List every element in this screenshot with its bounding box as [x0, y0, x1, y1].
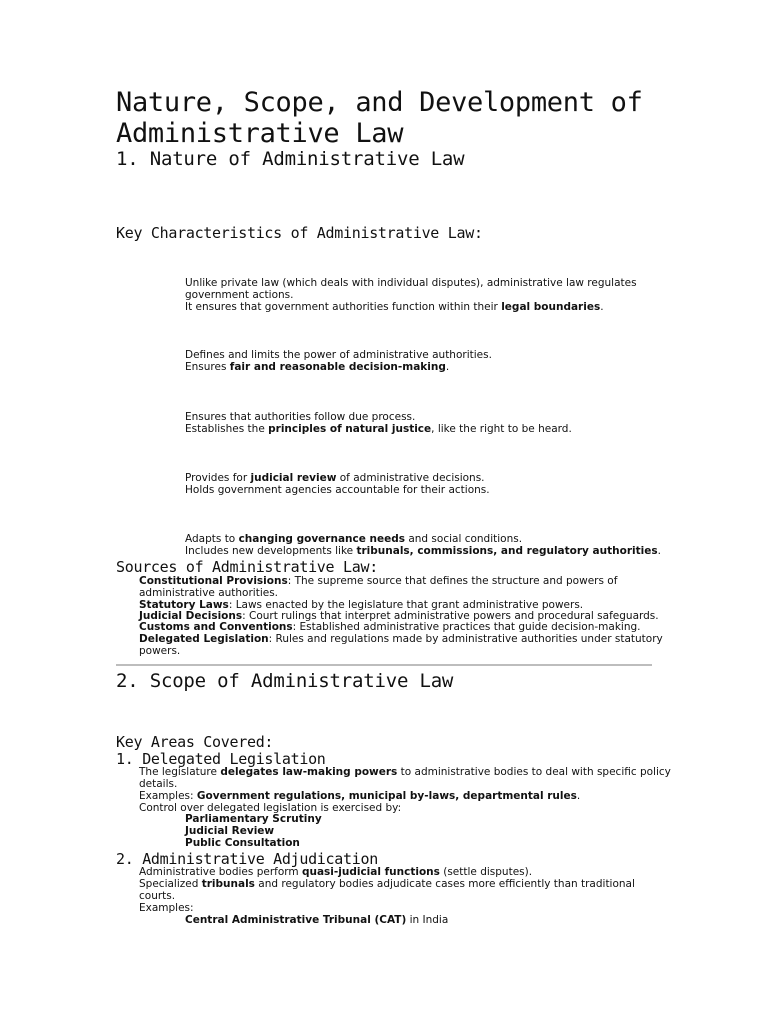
adjudication-line-1: Administrative bodies perform quasi-judicial functions (settle disputes).: [139, 866, 533, 878]
characteristic-5-line-2: Includes new developments like tribunals, commissions, and regulatory authorities.: [185, 545, 661, 557]
delegated-line-1: The legislature delegates law-making powers to administrative bodies to deal with specific policy: [139, 766, 671, 778]
page-title-line-1: Nature, Scope, and Development of: [116, 87, 643, 118]
characteristic-3-line-2: Establishes the principles of natural justice, like the right to be heard.: [185, 423, 572, 435]
delegated-line-2: details.: [139, 778, 178, 790]
delegated-examples: Examples: Government regulations, municipal by-laws, departmental rules.: [139, 790, 581, 802]
page-title-line-2: Administrative Law: [116, 118, 404, 149]
characteristic-1-line-1: Unlike private law (which deals with individual disputes), administrative law regulates: [185, 277, 637, 289]
adjudication-example-cat: Central Administrative Tribunal (CAT) in India: [185, 914, 449, 926]
section-heading-scope: 2. Scope of Administrative Law: [116, 670, 454, 692]
characteristic-2-line-2: Ensures fair and reasonable decision-making.: [185, 361, 450, 373]
delegated-legislation-heading: 1. Delegated Legislation: [116, 750, 326, 768]
adjudication-examples-label: Examples:: [139, 902, 194, 914]
key-characteristics-heading: Key Characteristics of Administrative Law:: [116, 224, 483, 242]
source-delegated: Delegated Legislation: Rules and regulations made by administrative authorities under statutory: [139, 633, 663, 645]
delegated-control: Control over delegated legislation is exercised by:: [139, 802, 402, 814]
source-constitutional: Constitutional Provisions: The supreme source that defines the structure and powers of: [139, 575, 618, 587]
characteristic-1-line-3: It ensures that government authorities function within their legal boundaries.: [185, 301, 604, 313]
adjudication-line-3: courts.: [139, 890, 176, 902]
characteristic-5-line-1: Adapts to changing governance needs and social conditions.: [185, 533, 523, 545]
characteristic-4-line-1: Provides for judicial review of administrative decisions.: [185, 472, 485, 484]
characteristic-3-line-1: Ensures that authorities follow due process.: [185, 411, 416, 423]
sources-heading: Sources of Administrative Law:: [116, 558, 378, 576]
control-item-1: Parliamentary Scrutiny: [185, 813, 322, 825]
source-constitutional-line-2: administrative authorities.: [139, 587, 279, 599]
section-heading-nature: 1. Nature of Administrative Law: [116, 148, 465, 170]
key-areas-heading: Key Areas Covered:: [116, 733, 274, 751]
source-judicial: Judicial Decisions: Court rulings that interpret administrative powers and procedural safeguards.: [139, 610, 659, 622]
source-customs: Customs and Conventions: Established administrative practices that guide decision-making.: [139, 621, 641, 633]
characteristic-2-line-1: Defines and limits the power of administrative authorities.: [185, 349, 492, 361]
adjudication-line-2: Specialized tribunals and regulatory bodies adjudicate cases more efficiently than traditional: [139, 878, 635, 890]
source-delegated-line-2: powers.: [139, 645, 181, 657]
characteristic-4-line-2: Holds government agencies accountable for their actions.: [185, 484, 490, 496]
source-statutory: Statutory Laws: Laws enacted by the legislature that grant administrative powers.: [139, 599, 584, 611]
characteristic-1-line-2: government actions.: [185, 289, 294, 301]
control-item-3: Public Consultation: [185, 837, 300, 849]
horizontal-divider: [116, 664, 652, 666]
administrative-adjudication-heading: 2. Administrative Adjudication: [116, 850, 378, 868]
control-item-2: Judicial Review: [185, 825, 275, 837]
